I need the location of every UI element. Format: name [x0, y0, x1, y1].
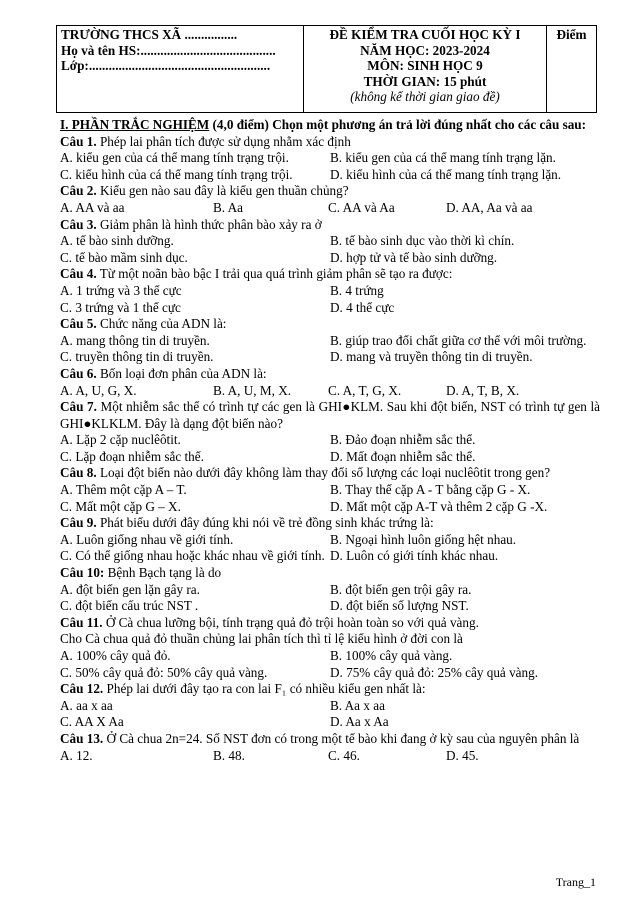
question	[60, 134, 600, 184]
answer-option[interactable]: B. kiểu gen của cá thể mang tính trạng lặn.	[330, 150, 556, 166]
answer-option[interactable]: D. 45.	[446, 747, 479, 763]
answer-row	[60, 748, 600, 765]
question	[60, 366, 600, 399]
question-number: Câu 1.	[60, 133, 97, 149]
answer-row	[60, 665, 600, 682]
school-name: TRƯỜNG THCS XÃ ................	[61, 27, 238, 42]
answer-option[interactable]: D. Luôn có giới tính khác nhau.	[330, 548, 499, 564]
question-number: Câu 11.	[60, 614, 103, 630]
question-number: Câu 10:	[60, 565, 105, 581]
question-number: Câu 8.	[60, 465, 97, 481]
question-list	[60, 134, 600, 765]
answer-row	[60, 349, 600, 366]
answer-row	[60, 548, 600, 565]
question-stem	[60, 399, 600, 432]
question-stem	[60, 134, 600, 151]
answer-option[interactable]: B. A, U, M, X.	[213, 382, 292, 398]
answer-option[interactable]: A. Lặp 2 cặp nuclêôtit.	[60, 432, 181, 448]
answer-option[interactable]: A. AA và aa	[60, 199, 125, 215]
school-year: NĂM HỌC: 2023-2024	[360, 42, 490, 58]
answer-option[interactable]: C. tế bào mầm sinh dục.	[60, 249, 188, 265]
student-name-line: Họ và tên HS:.........................................	[61, 42, 276, 58]
answer-option[interactable]: B. Đảo đoạn nhiễm sắc thể.	[330, 432, 476, 448]
answer-option[interactable]: A. mang thông tin di truyền.	[60, 332, 210, 348]
answer-row	[60, 233, 600, 250]
question-stem	[60, 565, 600, 582]
answer-option[interactable]: B. Aa	[213, 199, 244, 215]
score-label: Điểm	[556, 27, 587, 42]
answer-option[interactable]: C. AA và Aa	[328, 199, 395, 215]
exam-body	[60, 117, 600, 764]
answer-option[interactable]: D. hợp tử và tế bào sinh dưỡng.	[330, 249, 498, 265]
question-stem	[60, 366, 600, 383]
answer-option[interactable]: B. giúp trao đổi chất giữa cơ thể với môi trường.	[330, 332, 587, 348]
section-heading	[60, 117, 600, 134]
answer-row	[60, 250, 600, 267]
answer-option[interactable]: C. Có thể giống nhau hoặc khác nhau về giới tính.	[60, 548, 325, 564]
answer-option[interactable]: C. A, T, G, X.	[328, 382, 402, 398]
question-number: Câu 12.	[60, 681, 104, 697]
answer-option[interactable]: A. kiểu gen của cá thể mang tính trạng trội.	[60, 150, 289, 166]
answer-row	[60, 167, 600, 184]
question-text: Giảm phân là hình thức phân bào xảy ra ở	[96, 216, 322, 232]
question-number: Câu 6.	[60, 365, 97, 381]
question	[60, 399, 600, 465]
question-stem	[60, 217, 600, 234]
answer-option[interactable]: A. 12.	[60, 747, 93, 763]
answer-option[interactable]: A. Luôn giống nhau về giới tính.	[60, 531, 234, 547]
answer-row	[60, 432, 600, 449]
answer-row	[60, 482, 600, 499]
school-info	[57, 26, 304, 113]
answer-row	[60, 333, 600, 350]
answer-option[interactable]: C. AA X Aa	[60, 714, 124, 730]
question-text: Loại đột biến nào dưới đây không làm thay đổi số lượng các loại nuclêôtit trong gen?	[96, 465, 551, 481]
page-number: Trang_1	[555, 875, 596, 889]
question	[60, 515, 600, 565]
answer-row	[60, 449, 600, 466]
answer-row	[60, 283, 600, 300]
question	[60, 266, 600, 316]
answer-option[interactable]: C. truyền thông tin di truyền.	[60, 349, 214, 365]
question-number: Câu 2.	[60, 183, 97, 199]
answer-option[interactable]: D. AA, Aa và aa	[446, 199, 533, 215]
section-title: I. PHẦN TRẮC NGHIỆM	[60, 117, 210, 132]
answer-option[interactable]: B. Ngoại hình luôn giống hệt nhau.	[330, 531, 517, 547]
answer-option[interactable]: B. Thay thế cặp A - T bằng cặp G - X.	[330, 482, 531, 498]
question-stem	[60, 316, 600, 333]
score-box	[547, 26, 597, 113]
answer-option[interactable]: B. Aa x aa	[330, 697, 385, 713]
answer-option[interactable]: B. 48.	[213, 747, 245, 763]
question-number: Câu 5.	[60, 316, 97, 332]
section-instructions: (4,0 điểm) Chọn một phương án trả lời đúng nhất cho các câu sau:	[209, 117, 587, 132]
answer-row	[60, 300, 600, 317]
question-stem	[60, 615, 600, 632]
question-text: Bệnh Bạch tạng là do	[104, 565, 222, 581]
question-stem	[60, 183, 600, 200]
answer-option[interactable]: C. kiểu hình của cá thể mang tính trạng trội.	[60, 166, 293, 182]
question-stem	[60, 266, 600, 283]
answer-option[interactable]: C. 3 trứng và 1 thể cực	[60, 299, 181, 315]
answer-row	[60, 582, 600, 599]
question	[60, 681, 600, 731]
question-number: Câu 4.	[60, 266, 97, 282]
question-number: Câu 13.	[60, 730, 104, 746]
question	[60, 316, 600, 366]
answer-row	[60, 383, 600, 400]
question-stem	[60, 515, 600, 532]
answer-option[interactable]: C. Lặp đoạn nhiễm sắc thể.	[60, 448, 204, 464]
question-stem	[60, 681, 600, 698]
answer-option[interactable]: A. Thêm một cặp A – T.	[60, 482, 187, 498]
question-text: Từ một noãn bào bậc I trải qua quá trình giảm phân sẽ tạo ra được:	[96, 266, 453, 282]
answer-option[interactable]: D. 75% cây quả đỏ: 25% cây quả vàng.	[330, 664, 539, 680]
answer-option[interactable]: B. 100% cây quả vàng.	[330, 648, 453, 663]
class-line: Lớp:.......................................................	[61, 58, 271, 73]
question-number: Câu 9.	[60, 515, 97, 531]
answer-option[interactable]: D. A, T, B, X.	[446, 382, 520, 398]
question	[60, 465, 600, 515]
question-text: Chức năng của ADN là:	[96, 316, 227, 332]
answer-option[interactable]: B. tế bào sinh dục vào thời kì chín.	[330, 233, 515, 249]
answer-row	[60, 698, 600, 715]
question-text: Bốn loại đơn phân của ADN là:	[96, 365, 267, 381]
answer-option[interactable]: D. mang và truyền thông tin di truyền.	[330, 349, 533, 365]
question	[60, 615, 600, 681]
answer-option[interactable]: D. Mất đoạn nhiễm sắc thể.	[330, 448, 476, 464]
question	[60, 731, 600, 764]
answer-option[interactable]: D. Mất một cặp A-T và thêm 2 cặp G -X.	[330, 498, 548, 514]
answer-row	[60, 200, 600, 217]
answer-option[interactable]: A. aa x aa	[60, 697, 113, 713]
question-text: Ở Cà chua 2n=24. Số NST đơn có trong một tế bào khi đang ở kỳ sau của nguyên phân là	[103, 730, 580, 746]
answer-row	[60, 598, 600, 615]
duration: THỜI GIAN: 15 phút	[363, 73, 487, 89]
answer-row	[60, 499, 600, 516]
question-stem	[60, 731, 600, 748]
answer-row	[60, 714, 600, 731]
answer-option[interactable]: A. 1 trứng và 3 thể cực	[60, 282, 182, 298]
question-text-continued: Cho Cà chua quả đỏ thuần chủng lai phân tích thì tỉ lệ kiểu hình ở đời con là	[60, 631, 463, 647]
question-text: Phép lai dưới đây tạo ra con lai F₁ có nhiều kiểu gen nhất là:	[103, 681, 426, 697]
question-text: Một nhiễm sắc thể có trình tự các gen là GHI●KLM. Sau khi đột biến, NST có trình tự gen là GHI●KLKLM. Đây là dạng đột biến nào?	[60, 399, 600, 431]
exam-title: ĐỀ KIỂM TRA CUỐI HỌC KỲ I	[329, 27, 521, 42]
answer-row	[60, 532, 600, 549]
question-text: Ở Cà chua lưỡng bội, tính trạng quả đỏ trội hoàn toàn so với quả vàng.	[102, 614, 479, 630]
question-number: Câu 3.	[60, 216, 97, 232]
question-text: Phép lai phân tích được sử dụng nhằm xác định	[96, 133, 351, 149]
question-text: Phát biểu dưới đây đúng khi nói về trẻ đồng sinh khác trứng là:	[96, 515, 434, 531]
question	[60, 565, 600, 615]
header-table	[56, 25, 597, 113]
answer-option[interactable]: C. Mất một cặp G – X.	[60, 498, 181, 514]
answer-option[interactable]: C. 50% cây quả đỏ: 50% cây quả vàng.	[60, 664, 268, 680]
answer-row	[60, 150, 600, 167]
answer-option[interactable]: D. Aa x Aa	[330, 714, 389, 730]
answer-option[interactable]: B. 4 trứng	[330, 282, 384, 298]
question-stem	[60, 465, 600, 482]
answer-option[interactable]: C. đột biến cấu trúc NST .	[60, 598, 199, 614]
exam-info	[304, 26, 547, 113]
answer-option[interactable]: B. đột biến gen trội gây ra.	[330, 581, 472, 597]
question-text: Kiểu gen nào sau đây là kiểu gen thuần chủng?	[96, 183, 349, 199]
answer-option[interactable]: A. A, U, G, X.	[60, 382, 137, 398]
answer-row	[60, 648, 600, 665]
answer-option[interactable]: A. tế bào sinh dưỡng.	[60, 233, 174, 249]
answer-option[interactable]: C. 46.	[328, 747, 360, 763]
answer-option[interactable]: A. đột biến gen lặn gây ra.	[60, 581, 200, 597]
answer-option[interactable]: A. 100% cây quả đỏ.	[60, 648, 171, 663]
answer-option[interactable]: D. đột biến số lượng NST.	[330, 598, 469, 614]
subject: MÔN: SINH HỌC 9	[367, 58, 483, 73]
answer-option[interactable]: D. kiểu hình của cá thể mang tính trạng lặn.	[330, 166, 562, 182]
question	[60, 217, 600, 267]
duration-note: (không kể thời gian giao đề)	[350, 89, 500, 104]
answer-option[interactable]: D. 4 thể cực	[330, 299, 395, 315]
question-number: Câu 7.	[60, 399, 97, 415]
question	[60, 183, 600, 216]
